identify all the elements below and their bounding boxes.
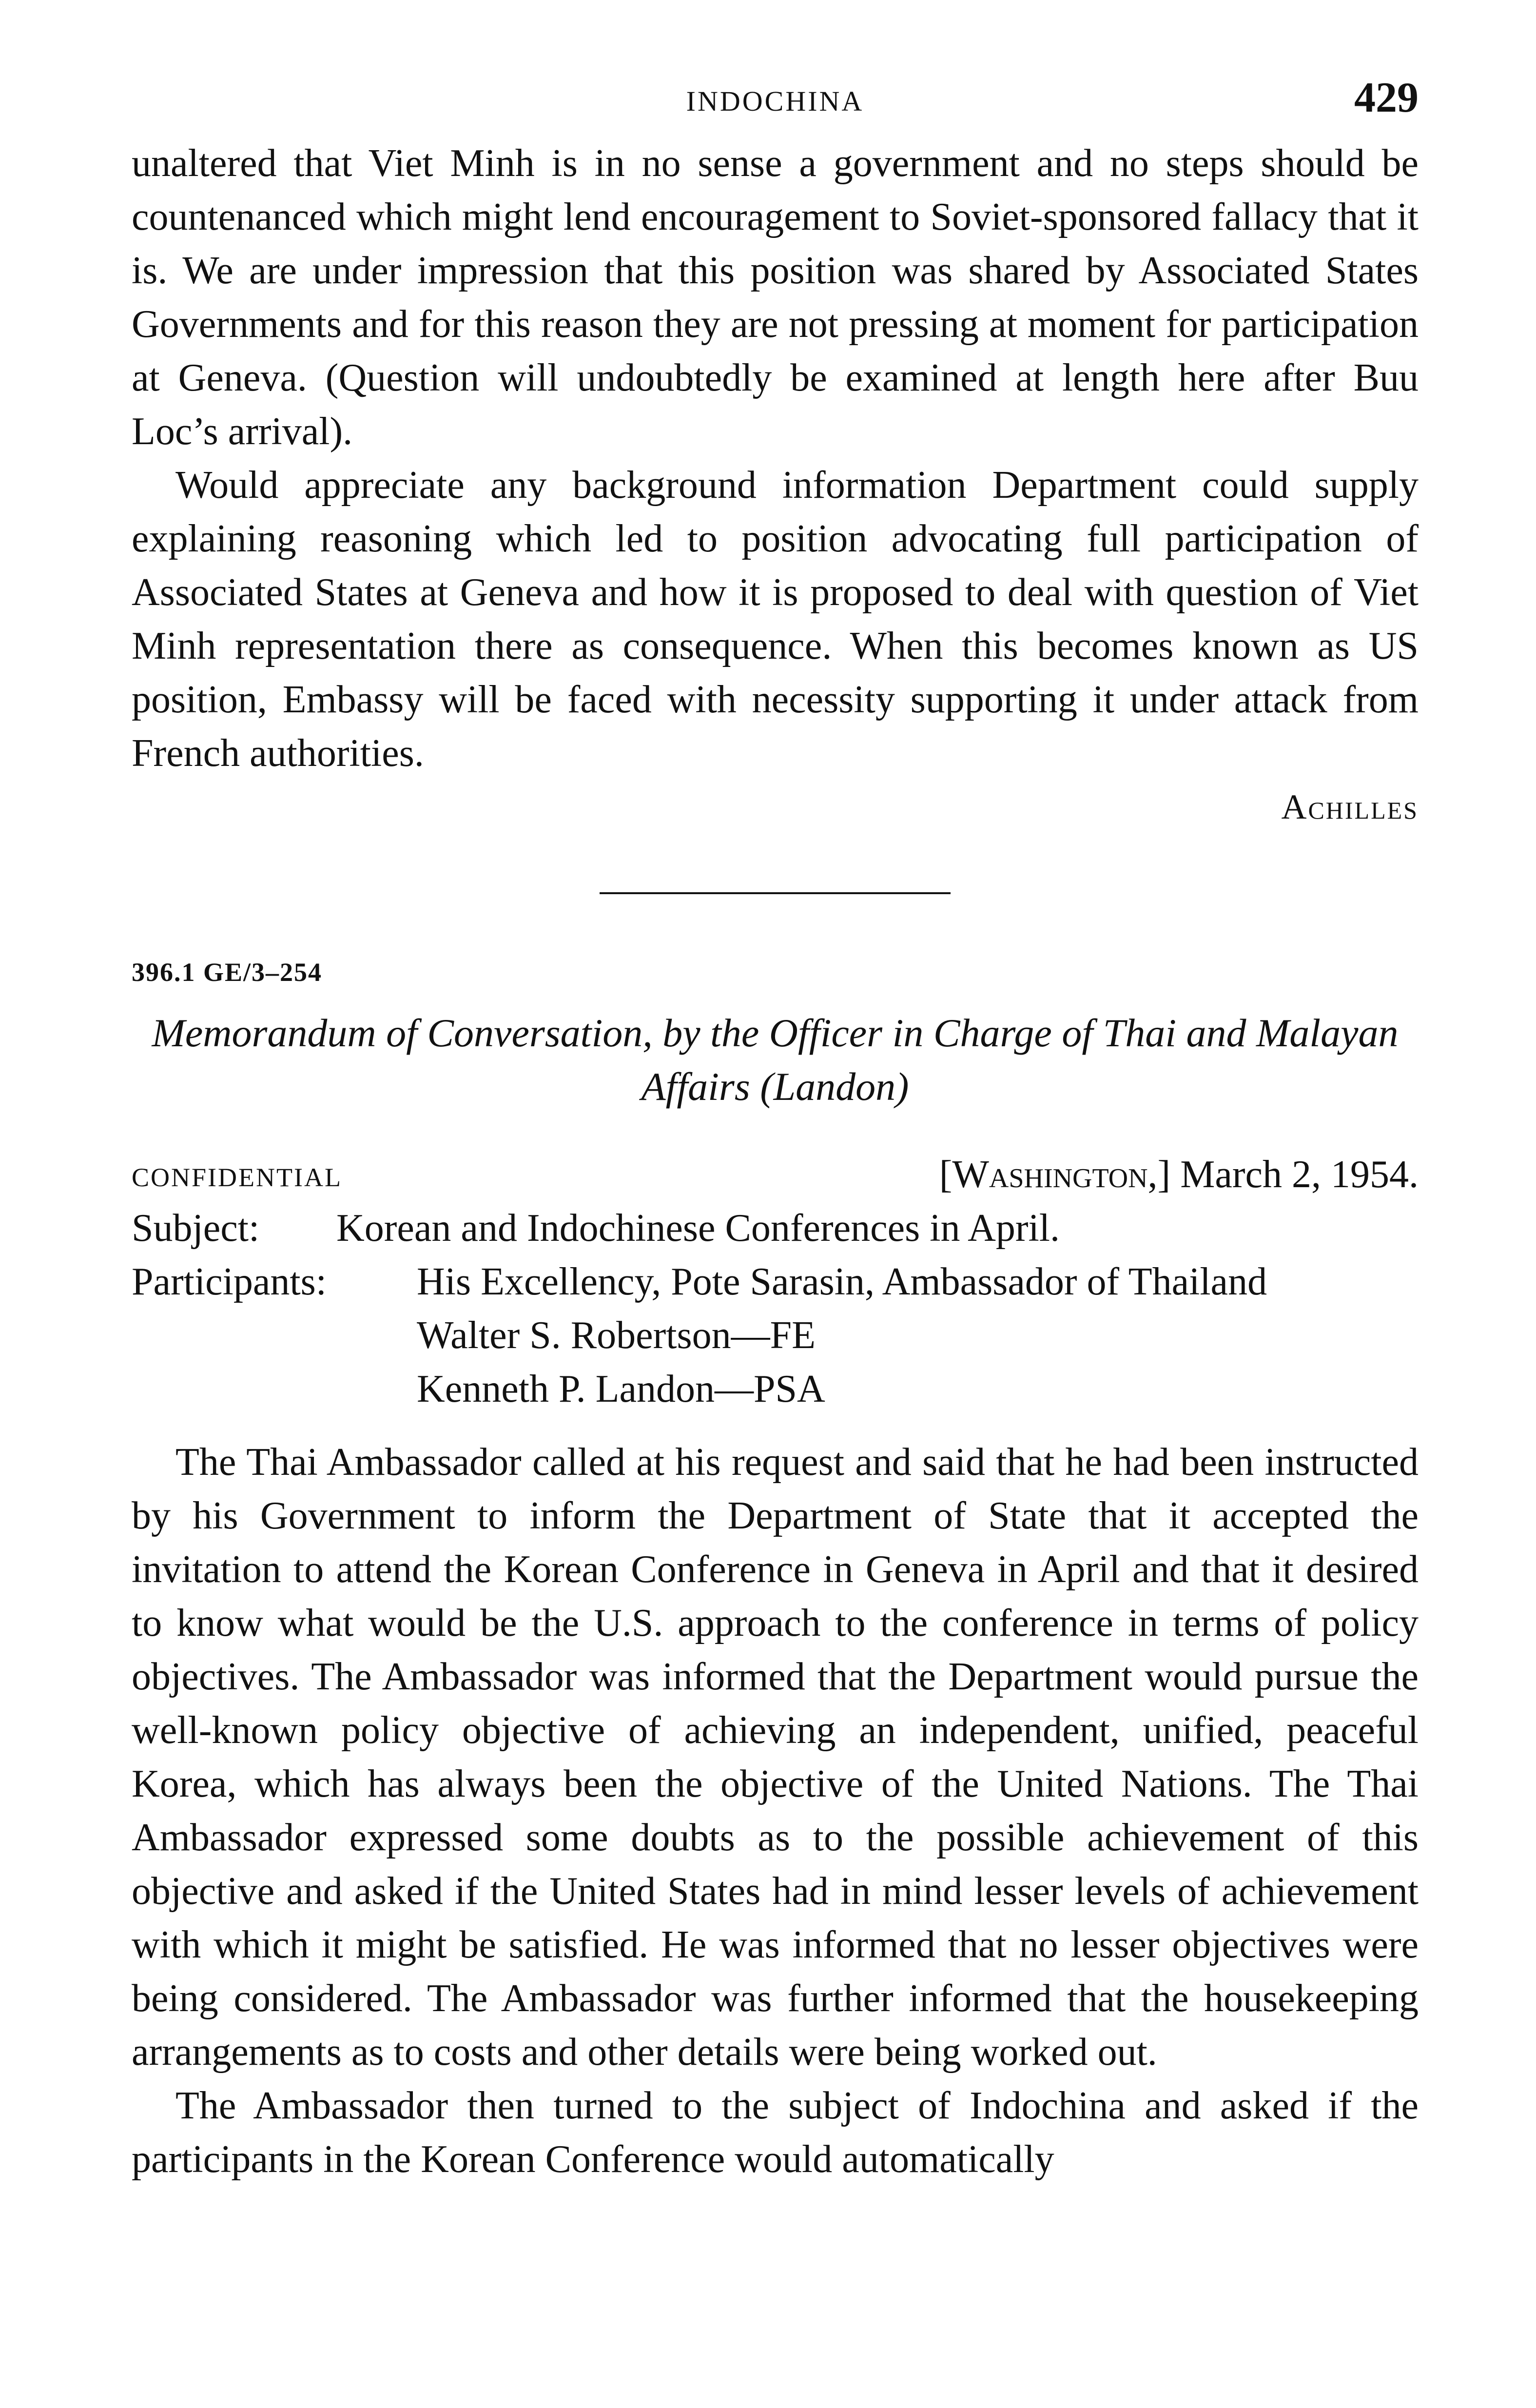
place: [Washington,] — [939, 1153, 1171, 1196]
page-header — [132, 73, 1419, 137]
participants-label: Participants: — [132, 1260, 327, 1303]
continued-paragraph: unaltered that Viet Minh is in no sense a government and no steps should be countenanced which might lend encouragement to Soviet-sponsored fallacy that it is. We are under impression that this position was shared by Associated States Governments and for this reason they are not pressing at moment for participation at Geneva. (Question will undoubtedly be examined at length here after Buu Loc’s arrival). — [132, 142, 1419, 453]
file-number: 396.1 GE/3–254 — [132, 958, 323, 987]
subject-label: Subject: — [132, 1207, 260, 1250]
participants-list — [417, 1255, 1267, 1416]
telegram-signature: Achilles — [1281, 787, 1419, 826]
memo-date: March 2, 1954. — [1180, 1153, 1419, 1196]
memorandum-title: Memorandum of Conversation, by the Officer in Charge of Thai and Malayan Affairs (Landon) — [152, 1011, 1399, 1109]
classification-date-line — [132, 1148, 1419, 1201]
page-number: 429 — [1354, 74, 1419, 121]
running-head: INDOCHINA — [686, 85, 864, 117]
participant: His Excellency, Pote Sarasin, Ambassador of Thailand — [417, 1260, 1267, 1303]
background-request-paragraph: Would appreciate any background information Department could supply explaining reasoning which led to position advocating full participation of Associated States at Geneva and how it is proposed to deal with question of Viet Minh representation there as consequence. When this becomes known as US position, Embassy will be faced with necessity supporting it under attack from French authorities. — [132, 464, 1419, 775]
participant: Kenneth P. Landon—PSA — [417, 1368, 825, 1410]
section-divider — [600, 892, 951, 894]
participants-row — [132, 1255, 1419, 1416]
body-paragraph: The Ambassador then turned to the subject of Indochina and asked if the participants in the Korean Conference would automatically — [132, 2084, 1419, 2181]
subject-value: Korean and Indochinese Conferences in April. — [336, 1207, 1060, 1250]
body-paragraph: The Thai Ambassador called at his request and said that he had been instructed by his Government to inform the Department of State that it accepted the invitation to attend the Korean Conference in Geneva in April and that it desired to know what would be the U.S. approach to the conference in terms of policy objectives. The Ambassador was informed that the Department would pursue the well-known policy objective of achieving an independent, unified, peaceful Korea, which has always been the objective of the United Nations. The Thai Ambassador expressed some doubts as to the possible achievement of this objective and asked if the United States had in mind lesser levels of achievement with which it might be satisfied. He was informed that no lesser objectives were being considered. The Ambassador was further informed that the housekeeping arrangements as to costs and other details were being worked out. — [132, 1441, 1419, 2074]
subject-row — [132, 1201, 1419, 1255]
memorandum-body — [132, 1435, 1419, 2186]
document-page — [132, 73, 1419, 2186]
classification-label: CONFIDENTIAL — [132, 1163, 342, 1192]
participant: Walter S. Robertson—FE — [417, 1314, 816, 1357]
place-date — [939, 1148, 1419, 1201]
